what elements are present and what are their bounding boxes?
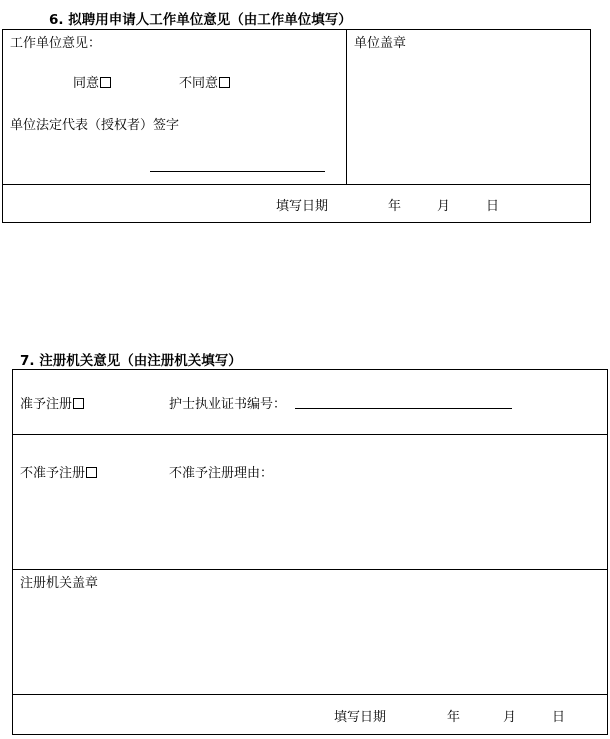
section6-title: 6. 拟聘用申请人工作单位意见（由工作单位填写） (49, 12, 352, 28)
reject-label: 不准予注册 (20, 466, 86, 481)
approve-label: 准予注册 (20, 397, 73, 412)
signature-line[interactable] (150, 171, 325, 172)
approve-option[interactable] (20, 393, 84, 412)
employer-month-label: 月 (437, 199, 451, 214)
table-divider-vertical (346, 29, 347, 184)
disagree-label: 不同意 (179, 76, 219, 91)
row-divider-1 (12, 434, 608, 435)
disagree-checkbox[interactable] (219, 77, 230, 88)
section7-title: 7. 注册机关意见（由注册机关填写） (20, 353, 242, 369)
cert-no-label: 护士执业证书编号： (169, 397, 287, 412)
registration-day-label: 日 (552, 710, 566, 725)
employer-opinion-label: 工作单位意见： (10, 36, 102, 51)
cert-no-field[interactable] (295, 408, 512, 409)
signature-label: 单位法定代表（授权者）签字 (10, 118, 180, 133)
unit-seal-label: 单位盖章 (354, 36, 407, 51)
registration-year-label: 年 (447, 710, 461, 725)
agree-checkbox[interactable] (100, 77, 111, 88)
employer-year-label: 年 (388, 199, 402, 214)
employer-date-label: 填写日期 (276, 199, 329, 214)
row-divider-2 (12, 569, 608, 570)
registration-month-label: 月 (503, 710, 517, 725)
agree-option[interactable] (73, 72, 111, 91)
authority-seal-label: 注册机关盖章 (20, 576, 99, 591)
reject-checkbox[interactable] (86, 467, 97, 478)
agree-label: 同意 (73, 76, 100, 91)
row-divider-3 (12, 694, 608, 695)
approve-checkbox[interactable] (73, 398, 84, 409)
employer-day-label: 日 (486, 199, 500, 214)
table-divider-horizontal (2, 184, 591, 185)
reject-option[interactable] (20, 462, 97, 481)
registration-table (12, 369, 608, 735)
registration-date-label: 填写日期 (334, 710, 387, 725)
disagree-option[interactable] (179, 72, 230, 91)
reject-reason-label: 不准予注册理由： (169, 466, 274, 481)
